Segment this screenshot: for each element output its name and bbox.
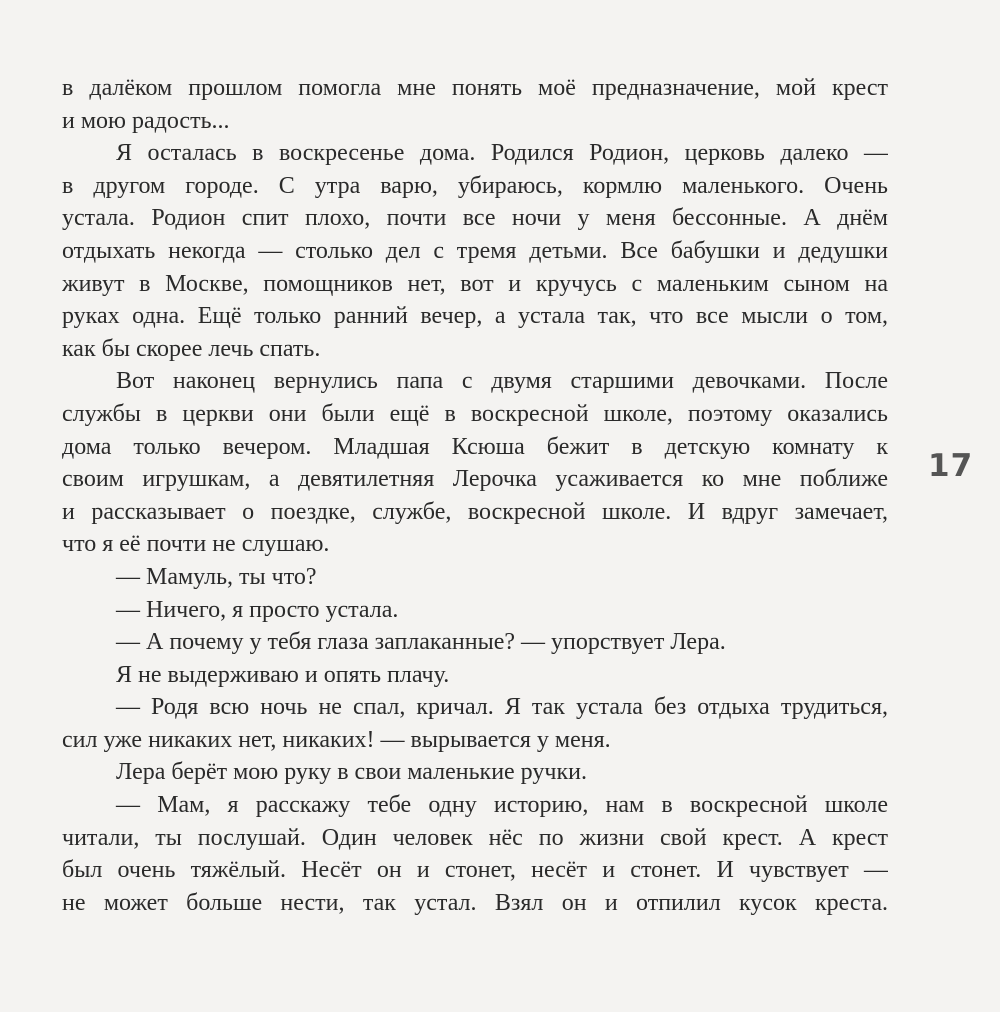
text-line: живут в Москве, помощников нет, вот и кручусь с маленьким сыном на <box>62 270 888 297</box>
text-line: — Ничего, я просто устала. <box>116 596 399 623</box>
text-line: Я не выдерживаю и опять плачу. <box>116 661 450 688</box>
text-line: в другом городе. С утра варю, убираюсь, кормлю маленького. Очень <box>62 172 888 199</box>
text-line: не может больше нести, так устал. Взял он и отпилил кусок креста. <box>62 889 888 916</box>
text-line: Вот наконец вернулись папа с двумя старшими девочками. После <box>116 368 888 395</box>
text-line: сил уже никаких нет, никаких! — вырывается у меня. <box>62 726 611 753</box>
text-line: Я осталась в воскресенье дома. Родился Родион, церковь далеко — <box>116 140 888 167</box>
text-line: Лера берёт мою руку в свои маленькие ручки. <box>116 759 587 786</box>
text-line: руках одна. Ещё только ранний вечер, а устала так, что все мысли о том, <box>62 303 888 330</box>
text-line: своим игрушкам, а девятилетняя Лерочка усаживается ко мне поближе <box>62 466 888 493</box>
text-line: в далёком прошлом помогла мне понять моё предназначение, мой крест <box>62 75 888 101</box>
text-line: был очень тяжёлый. Несёт он и стонет, несёт и стонет. И чувствует — <box>62 857 888 884</box>
text-line: службы в церкви они были ещё в воскресной школе, поэтому оказались <box>62 400 888 427</box>
body-text <box>62 72 888 919</box>
text-line: как бы скорее лечь спать. <box>62 335 321 362</box>
text-line: — А почему у тебя глаза заплаканные? — упорствует Лера. <box>116 629 726 656</box>
text-line: и мою радость... <box>62 107 230 134</box>
text-line: читали, ты послушай. Один человек нёс по жизни свой крест. А крест <box>62 824 888 851</box>
text-line: устала. Родион спит плохо, почти все ночи у меня бессонные. А днём <box>62 205 888 232</box>
text-line: — Мам, я расскажу тебе одну историю, нам в воскресной школе <box>116 792 888 819</box>
text-line: и рассказывает о поездке, службе, воскресной школе. И вдруг замечает, <box>62 498 888 525</box>
page-number: 17 <box>928 448 974 484</box>
text-line: — Мамуль, ты что? <box>116 563 317 590</box>
text-line: дома только вечером. Младшая Ксюша бежит в детскую комнату к <box>62 433 888 460</box>
text-line: — Родя всю ночь не спал, кричал. Я так устала без отдыха трудиться, <box>116 694 888 721</box>
text-line: отдыхать некогда — столько дел с тремя детьми. Все бабушки и дедушки <box>62 237 888 264</box>
text-line: что я её почти не слушаю. <box>62 531 330 558</box>
